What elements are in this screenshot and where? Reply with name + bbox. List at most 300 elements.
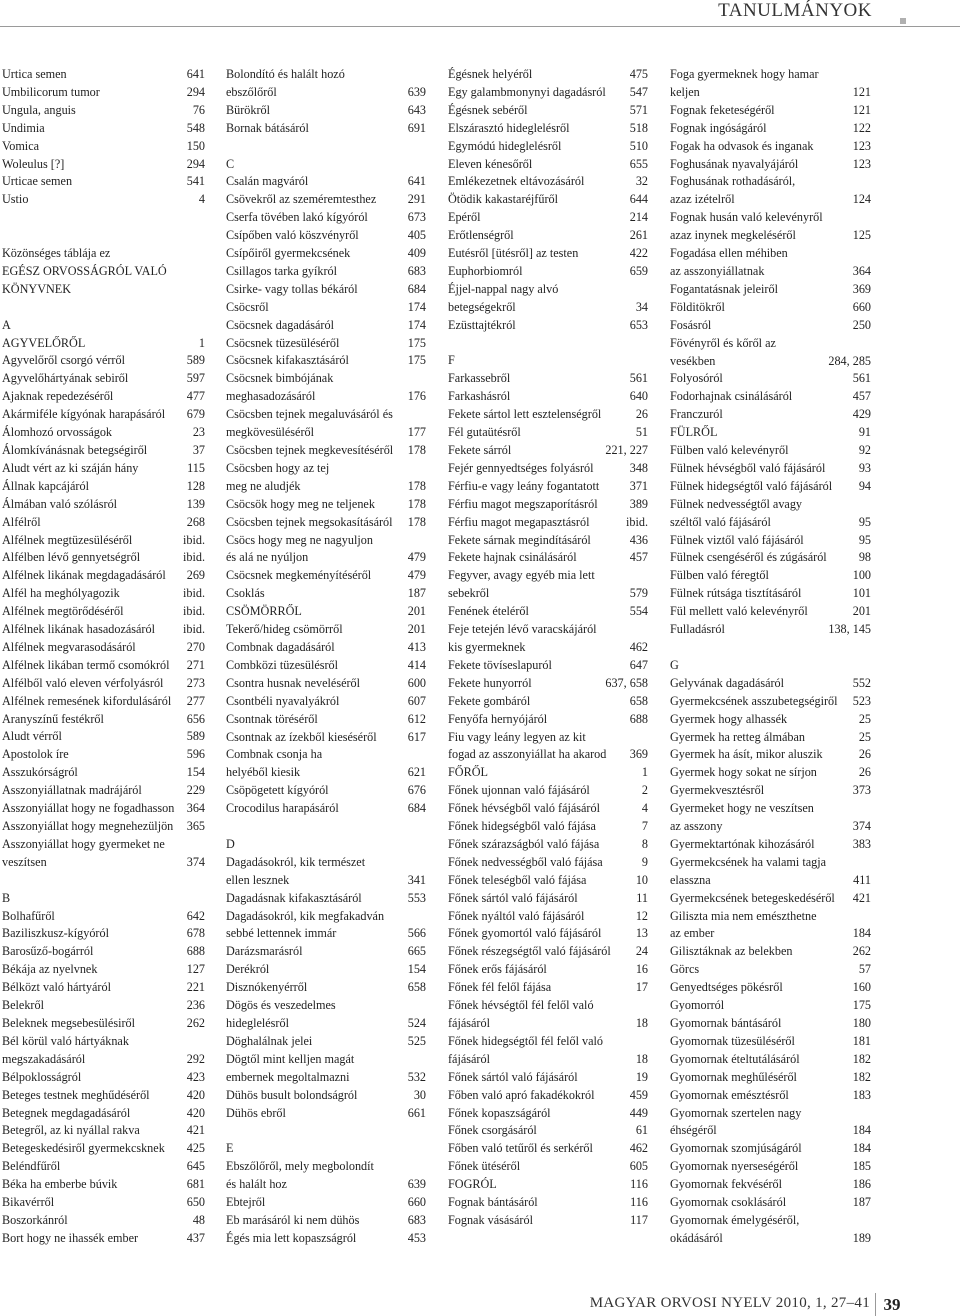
index-entry	[2, 84, 205, 102]
index-entry	[670, 478, 871, 496]
index-entry	[670, 746, 871, 764]
entry-page: 95	[858, 532, 871, 547]
entry-term: Aranyszínű festékről	[2, 711, 104, 726]
index-entry	[448, 496, 648, 514]
entry-term: Egy galambmonynyi dagadásról	[448, 84, 606, 99]
index-entry	[670, 120, 871, 138]
entry-term: Csípőiről gyermekcsének	[226, 246, 351, 261]
index-entry	[226, 1033, 426, 1051]
index-entry	[226, 496, 426, 514]
entry-page: 676	[407, 783, 426, 798]
index-entry	[226, 335, 426, 353]
entry-page: 57	[858, 962, 871, 977]
index-entry	[2, 496, 205, 514]
index-entry-continued: Főnek hidegségtől fél felől való	[448, 1033, 604, 1048]
entry-term: Ötödik kakastaréjfűről	[448, 192, 558, 207]
entry-term: Gyomornak szomjúságáról	[670, 1141, 802, 1156]
index-entry	[448, 836, 648, 854]
entry-term: Akármiféle kígyónak harapásáról	[2, 407, 166, 422]
entry-term: Csontbéli nyavalyákról	[226, 693, 340, 708]
index-entry	[670, 729, 871, 747]
entry-term: Bélpoklosságról	[2, 1069, 82, 1084]
entry-term: meg ne aludjék	[226, 478, 301, 493]
entry-page: 122	[852, 120, 871, 135]
entry-term: Combnak dagadásáról	[226, 639, 335, 654]
section-heading: B	[2, 890, 11, 905]
index-entry	[670, 1230, 871, 1248]
index-entry-continued: Giliszta mia nem emészthetne	[670, 908, 817, 923]
index-entry	[670, 532, 871, 550]
spacer	[226, 1122, 426, 1140]
index-entry	[2, 854, 205, 872]
index-entry	[226, 603, 426, 621]
entry-term: és halált hoz	[226, 1177, 287, 1192]
index-entry	[448, 532, 648, 550]
entry-term: sebbé lettennek immár	[226, 926, 337, 941]
entry-term: Bort hogy ne ihassék ember	[2, 1230, 139, 1245]
index-entry	[2, 961, 205, 979]
index-entry-continued: Dögtől mint kelljen magát	[226, 1051, 355, 1066]
entry-term: Döghalálnak jelei	[226, 1033, 313, 1048]
index-entry	[670, 979, 871, 997]
entry-term: hideglelésről	[226, 1016, 289, 1030]
index-entry	[226, 693, 426, 711]
entry-term: Agyvelőhártyának sebiről	[2, 371, 129, 386]
entry-page: 270	[186, 639, 205, 654]
entry-term: veszítsen	[2, 854, 47, 869]
entry-page: ibid.	[182, 622, 205, 637]
index-entry	[2, 1176, 205, 1194]
index-entry	[448, 890, 648, 908]
entry-term: Fekete hajnak csinálásáról	[448, 550, 577, 565]
entry-term: az asszony	[670, 819, 723, 834]
index-entry	[448, 693, 648, 711]
index-entry	[2, 908, 205, 926]
entry-term: Franczuról	[670, 407, 723, 422]
entry-term: Fogantatásnak jeleiről	[670, 281, 778, 296]
index-entry	[670, 1069, 871, 1087]
index-entry	[226, 890, 426, 908]
index-entry	[670, 388, 871, 406]
index-entry	[670, 818, 871, 836]
index-entry	[448, 800, 648, 818]
entry-page: 94	[858, 478, 871, 493]
entry-term: elasszna	[670, 872, 711, 887]
index-entry	[448, 263, 648, 281]
index-entry	[448, 1015, 648, 1033]
header-rule	[0, 26, 960, 27]
entry-page: 18	[635, 1051, 648, 1066]
index-entry	[448, 102, 648, 120]
entry-term: Gyermek hogy alhassék	[670, 711, 788, 726]
index-entry	[670, 514, 871, 532]
entry-term: Főnek erős fájásáról	[448, 962, 547, 977]
index-entry-continued: Asszonyiállat hogy gyermeket ne	[2, 836, 165, 851]
index-entry	[448, 961, 648, 979]
entry-term: Csövekről az szeméremtesthez	[226, 192, 377, 207]
entry-term: Fognak vásásáról	[448, 1212, 533, 1227]
entry-page: 189	[852, 1230, 871, 1245]
index-entry	[2, 1230, 205, 1248]
entry-page: 691	[407, 120, 426, 135]
index-entry-continued: Gyermeket hogy ne veszítsen	[670, 801, 814, 816]
entry-page: 24	[635, 944, 648, 959]
entry-term: széltől való fájásáról	[670, 514, 771, 529]
entry-page: 422	[629, 246, 648, 261]
entry-page: 621	[407, 765, 426, 780]
index-entry-continued: Csöcsben hogy az tej	[226, 460, 330, 475]
entry-term: Csöcsök hogy meg ne teljenek	[226, 496, 375, 511]
entry-page: 101	[852, 586, 871, 601]
index-entry	[448, 585, 648, 603]
index-column-1	[2, 66, 205, 1248]
entry-page: 479	[407, 568, 426, 583]
index-entry	[448, 84, 648, 102]
index-entry	[670, 84, 871, 102]
entry-page: 597	[186, 371, 205, 386]
entry-term: Bürökről	[226, 102, 271, 117]
index-entry	[2, 532, 205, 550]
entry-term: Betegeskedésiről gyermekcsknek	[2, 1141, 165, 1156]
entry-term: Fél gutaütésről	[448, 425, 521, 440]
index-entry	[2, 514, 205, 532]
index-entry	[226, 1087, 426, 1105]
index-entry	[448, 514, 648, 532]
entry-term: Asszonyiállat hogy megnehezüljön	[2, 819, 174, 834]
index-entry	[2, 478, 205, 496]
index-entry	[226, 925, 426, 943]
index-entry	[2, 406, 205, 424]
index-entry	[226, 639, 426, 657]
entry-page: 423	[186, 1069, 205, 1084]
entry-page: 177	[407, 425, 426, 440]
entry-page: 639	[407, 84, 426, 99]
index-entry	[670, 782, 871, 800]
index-entry	[448, 173, 648, 191]
entry-page: ibid.	[182, 586, 205, 601]
journal-citation: MAGYAR ORVOSI NYELV 2010, 1, 27–41	[589, 1295, 870, 1311]
entry-page: 116	[630, 1177, 648, 1192]
entry-page: 364	[186, 801, 205, 816]
index-entry	[226, 1176, 426, 1194]
index-entry	[2, 549, 205, 567]
index-entry	[2, 156, 205, 174]
spacer	[226, 818, 426, 836]
index-entry	[448, 1087, 648, 1105]
entry-term: Alfélnek likában termő csomókról	[2, 657, 170, 672]
entry-page: 374	[186, 854, 205, 869]
entry-page: 653	[629, 317, 648, 332]
index-entry	[226, 729, 426, 747]
entry-term: Fülnek hidegségtől való fájásáról	[670, 478, 833, 493]
section-heading: Közönséges táblája ez	[2, 246, 111, 261]
entry-term: Agyvelőről csorgó vérről	[2, 353, 125, 368]
header-square-mark	[900, 18, 906, 24]
entry-page: 294	[186, 84, 205, 99]
index-entry	[2, 1105, 205, 1123]
entry-term: azaz inynek megkeléséről	[670, 228, 796, 243]
entry-page: 187	[407, 586, 426, 601]
entry-page: 518	[629, 120, 648, 135]
entry-page: 4	[641, 801, 648, 816]
running-header	[0, 0, 960, 34]
entry-term: Égésnek helyéről	[448, 67, 533, 81]
entry-term: Főnek kopaszságáról	[448, 1105, 551, 1120]
entry-page: 2	[641, 783, 648, 798]
entry-term: Beteges testnek meghűdéséről	[2, 1087, 150, 1102]
entry-term: Alfélben lévő gennyetségről	[2, 550, 141, 565]
index-entry	[2, 138, 205, 156]
entry-page: 180	[852, 1016, 871, 1031]
entry-term: Férfiu-e vagy leány fogantatott	[448, 478, 600, 493]
entry-term: Fosásról	[670, 317, 712, 332]
entry-term: éhségéről	[670, 1123, 717, 1138]
entry-page: ibid.	[182, 532, 205, 547]
entry-page: 348	[629, 460, 648, 475]
index-entry	[2, 335, 205, 353]
entry-page: 477	[186, 389, 205, 404]
entry-term: Foghusának nyavalyájáról	[670, 156, 799, 171]
entry-page: 26	[635, 407, 648, 422]
entry-page: 51	[635, 425, 648, 440]
entry-page: ibid.	[625, 514, 648, 529]
index-entry	[448, 1212, 648, 1230]
entry-term: Gyomornak csoklásáról	[670, 1195, 787, 1210]
entry-page: 186	[852, 1177, 871, 1192]
entry-page: 221	[186, 980, 205, 995]
entry-page: 365	[186, 819, 205, 834]
entry-page: 175	[852, 998, 871, 1013]
index-entry	[2, 675, 205, 693]
entry-term: fogad az asszonyiállat ha akarod	[448, 747, 607, 762]
index-entry	[2, 424, 205, 442]
index-entry	[226, 478, 426, 496]
entry-page: 32	[635, 174, 648, 189]
index-entry	[2, 621, 205, 639]
entry-page: 436	[629, 532, 648, 547]
index-entry	[670, 890, 871, 908]
index-entry-continued: Főnek hévségtől fél felől való	[448, 998, 594, 1013]
entry-term: Görcs	[670, 962, 700, 977]
index-entry	[2, 388, 205, 406]
entry-term: Fulladásról	[670, 622, 725, 637]
entry-term: Combközi tüzesülésről	[226, 657, 339, 672]
entry-page: 420	[186, 1087, 205, 1102]
entry-term: Férfiu magot megszaporításról	[448, 496, 598, 511]
entry-page: 201	[852, 604, 871, 619]
index-entry-continued: Foghusának rothadásáról,	[670, 174, 796, 189]
index-entry	[670, 1140, 871, 1158]
entry-term: Főnek szárazságból való fájása	[448, 836, 600, 851]
entry-term: megszakadásáról	[2, 1051, 86, 1066]
entry-term: azaz izételről	[670, 192, 735, 207]
entry-term: Gyermekcsének asszubetegségiről	[670, 693, 838, 708]
entry-page: 679	[186, 407, 205, 422]
entry-page: 453	[407, 1230, 426, 1245]
entry-page: 294	[186, 156, 205, 171]
entry-page: 553	[407, 890, 426, 905]
entry-page: 589	[186, 729, 205, 744]
entry-term: Fekete sárról	[448, 443, 512, 458]
index-entry	[670, 603, 871, 621]
entry-page: 665	[407, 944, 426, 959]
section-heading: E	[226, 1141, 234, 1156]
index-entry	[448, 460, 648, 478]
page-number: 39	[883, 1295, 901, 1314]
entry-term: Alfélnek megtörődéséről	[2, 604, 124, 619]
index-entry	[670, 406, 871, 424]
entry-term: Alfélnek remesének kifordulásáról	[2, 693, 172, 708]
index-entry	[448, 639, 648, 657]
index-entry	[448, 1176, 648, 1194]
index-entry	[226, 961, 426, 979]
index-entry	[448, 764, 648, 782]
entry-page: 596	[186, 747, 205, 762]
entry-term: Gyermek ha ásít, mikor aluszik	[670, 747, 823, 762]
entry-term: keljen	[670, 84, 700, 99]
entry-page: 554	[629, 604, 648, 619]
entry-page: 4	[198, 192, 205, 207]
index-entry	[2, 191, 205, 209]
entry-term: Crocodilus harapásáról	[226, 801, 339, 816]
entry-term: kis gyermeknek	[448, 639, 526, 654]
entry-term: Főnek csorgásáról	[448, 1123, 537, 1138]
entry-term: Álomkívánásnak betegségiről	[2, 442, 148, 457]
entry-term: Woleulus [?]	[2, 156, 65, 171]
index-entry-continued: Foga gyermeknek hogy hamar	[670, 67, 819, 81]
entry-term: az asszonyiállatnak	[670, 263, 765, 278]
index-entry	[2, 746, 205, 764]
entry-term: Gyomornak ételtutálásáról	[670, 1051, 800, 1066]
index-entry	[448, 943, 648, 961]
index-entry	[670, 1051, 871, 1069]
index-entry	[670, 317, 871, 335]
index-entry	[448, 711, 648, 729]
index-entry	[226, 514, 426, 532]
entry-page: 571	[629, 102, 648, 117]
entry-term: Fejér gennyedtséges folyásról	[448, 460, 594, 475]
entry-term: Csöcsben tejnek megkevesítéséről	[226, 443, 394, 458]
entry-page: 26	[858, 765, 871, 780]
entry-page: 184	[852, 926, 871, 941]
index-entry-continued: Csöcs hogy meg ne nagyuljon	[226, 532, 373, 547]
entry-term: FOGRÓL	[448, 1177, 497, 1192]
index-entry	[2, 943, 205, 961]
section-heading: G	[670, 657, 679, 672]
entry-term: és alá ne nyúljon	[226, 550, 309, 565]
index-entry	[226, 209, 426, 227]
entry-term: Erőtlenségről	[448, 228, 514, 243]
index-entry	[226, 263, 426, 281]
entry-term: Ajaknak repedezéséről	[2, 389, 114, 404]
section-title: TANULMÁNYOK	[718, 0, 872, 21]
entry-term: Álmában való szólásról	[2, 496, 118, 511]
section-heading: EGÉSZ ORVOSSÁGRÓL VALÓ	[2, 263, 167, 278]
index-entry	[226, 1015, 426, 1033]
index-entry	[2, 657, 205, 675]
index-entry	[2, 603, 205, 621]
entry-term: Fül mellett való kelevényről	[670, 604, 808, 619]
entry-term: Csöcsnek dagadásáról	[226, 317, 334, 332]
index-entry-continued: Dögös és veszedelmes	[226, 998, 336, 1013]
entry-term: Fülnek viztől való fájásáról	[670, 532, 804, 547]
entry-page: 673	[407, 210, 426, 225]
entry-page: 637, 658	[605, 675, 648, 690]
index-entry	[2, 1051, 205, 1069]
entry-page: 100	[852, 568, 871, 583]
entry-page: 185	[852, 1159, 871, 1174]
index-entry	[670, 227, 871, 245]
entry-page: 656	[186, 711, 205, 726]
index-entry	[2, 818, 205, 836]
entry-term: Csöcsnek tüzesüléséről	[226, 335, 340, 350]
entry-page: 139	[186, 496, 205, 511]
entry-page: 688	[629, 711, 648, 726]
entry-term: Főnek sártól való fájásáról	[448, 1069, 578, 1084]
entry-page: 221, 227	[605, 443, 648, 458]
entry-page: 525	[407, 1033, 426, 1048]
entry-page: 449	[629, 1105, 648, 1120]
index-entry	[448, 1122, 648, 1140]
index-entry	[670, 836, 871, 854]
index-entry	[226, 1194, 426, 1212]
entry-term: Epéről	[448, 210, 481, 225]
entry-term: Betegről, az ki nyállal rakva	[2, 1123, 140, 1138]
entry-page: 640	[629, 389, 648, 404]
entry-term: Csontnak az ízekből kieséséről	[226, 729, 377, 744]
index-entry	[448, 818, 648, 836]
index-entry	[448, 1069, 648, 1087]
entry-page: 413	[407, 639, 426, 654]
index-entry	[2, 370, 205, 388]
entry-page: 262	[852, 944, 871, 959]
entry-page: 548	[186, 120, 205, 135]
entry-page: 178	[407, 478, 426, 493]
entry-page: 91	[858, 425, 871, 440]
entry-term: Csöcsnek megkeményítéséről	[226, 568, 372, 583]
entry-page: 371	[629, 478, 648, 493]
entry-page: 98	[858, 550, 871, 565]
entry-page: 641	[407, 174, 426, 189]
entry-page: 1	[198, 335, 205, 350]
index-entry	[448, 406, 648, 424]
index-entry	[226, 317, 426, 335]
entry-term: Cserfa tövében lakó kígyóról	[226, 210, 368, 225]
entry-page: 457	[629, 550, 648, 565]
index-entry	[2, 1015, 205, 1033]
entry-term: Alfélnek megtüzesüléséről	[2, 532, 133, 547]
index-entry	[670, 711, 871, 729]
entry-term: Bikavérről	[2, 1195, 55, 1210]
index-entry	[2, 120, 205, 138]
entry-term: Főnek ujonnan való fájásáról	[448, 783, 590, 798]
entry-term: Bélközt való hártyáról	[2, 980, 111, 995]
index-entry	[226, 1105, 426, 1123]
index-entry	[670, 156, 871, 174]
entry-page: 25	[858, 729, 871, 744]
entry-term: Belekről	[2, 998, 44, 1013]
entry-page: 175	[407, 353, 426, 368]
entry-term: Főnek fél felől fájása	[448, 980, 552, 995]
entry-page: 684	[407, 281, 426, 296]
index-entry-continued: Gyermekcsének ha valami tagja	[670, 854, 826, 869]
entry-page: 547	[629, 84, 648, 99]
index-entry-continued: Combnak csonja ha	[226, 747, 323, 762]
entry-term: Fekete tövíseslapuról	[448, 657, 552, 672]
spacer	[2, 227, 205, 245]
entry-page: 34	[635, 299, 648, 314]
entry-page: 541	[186, 174, 205, 189]
